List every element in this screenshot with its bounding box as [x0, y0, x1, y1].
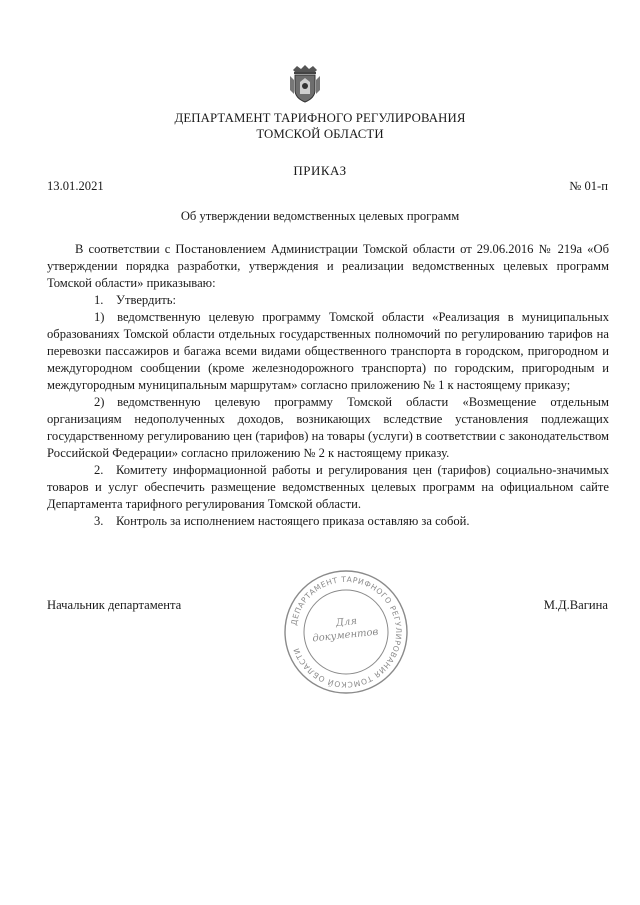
stamp-center-text: Для документов	[311, 615, 379, 645]
document-date: 13.01.2021	[47, 179, 104, 193]
item-1: 1. Утвердить:	[94, 293, 176, 307]
document-number: № 01-п	[569, 179, 608, 193]
org-line-1: ДЕПАРТАМЕНТ ТАРИФНОГО РЕГУЛИРОВАНИЯ	[174, 111, 466, 125]
org-line-2: ТОМСКОЙ ОБЛАСТИ	[256, 127, 384, 141]
official-stamp	[283, 569, 409, 695]
stamp-ring-text: ДЕПАРТАМЕНТ ТАРИФНОГО РЕГУЛИРОВАНИЯ ТОМСКОЙ ОБЛАСТИ	[289, 574, 404, 690]
item-1-1: 1) ведомственную целевую программу Томской области «Реализация в муниципальных образованиях Томской области отдельных государственных полномочий по регулированию тарифов на перевозки пассажиров и багажа всеми видами общественного транспорта в городском, пригородном и междугородном сообщении (кроме железнодорожного транспорта) по городским, пригородным и междугородным муниципальным маршрутам» согласно приложению № 1 к настоящему приказу;	[47, 310, 609, 392]
item-2: 2. Комитету информационной работы и регулирования цен (тарифов) социально-значимых товаров и услуг обеспечить размещение ведомственных целевых программ на официальном сайте Департамента тарифного регулирования Томской области.	[47, 463, 609, 511]
document-type: ПРИКАЗ	[293, 163, 347, 178]
document-body	[47, 241, 609, 530]
intro-paragraph: В соответствии с Постановлением Администрации Томской области от 29.06.2016 № 219а «Об утверждении порядка разработки, утверждения и реализации ведомственных целевых программ Томской области» приказываю:	[47, 242, 609, 290]
organization-name	[0, 110, 640, 142]
coat-of-arms-icon	[288, 60, 322, 104]
signatory-name: М.Д.Вагина	[543, 598, 608, 612]
item-3: 3. Контроль за исполнением настоящего приказа оставляю за собой.	[94, 514, 470, 528]
item-1-2: 2) ведомственную целевую программу Томской области «Возмещение отдельным организациям недополученных доходов, возникающих вследствие установления подлежащих государственному регулированию цен (тарифов) на товары (услуги) в соответствии с законодательством Российской Федерации» согласно приложению № 2 к настоящему приказу.	[47, 395, 609, 460]
document-title: Об утверждении ведомственных целевых программ	[180, 209, 460, 223]
signatory-role: Начальник департамента	[47, 598, 182, 612]
